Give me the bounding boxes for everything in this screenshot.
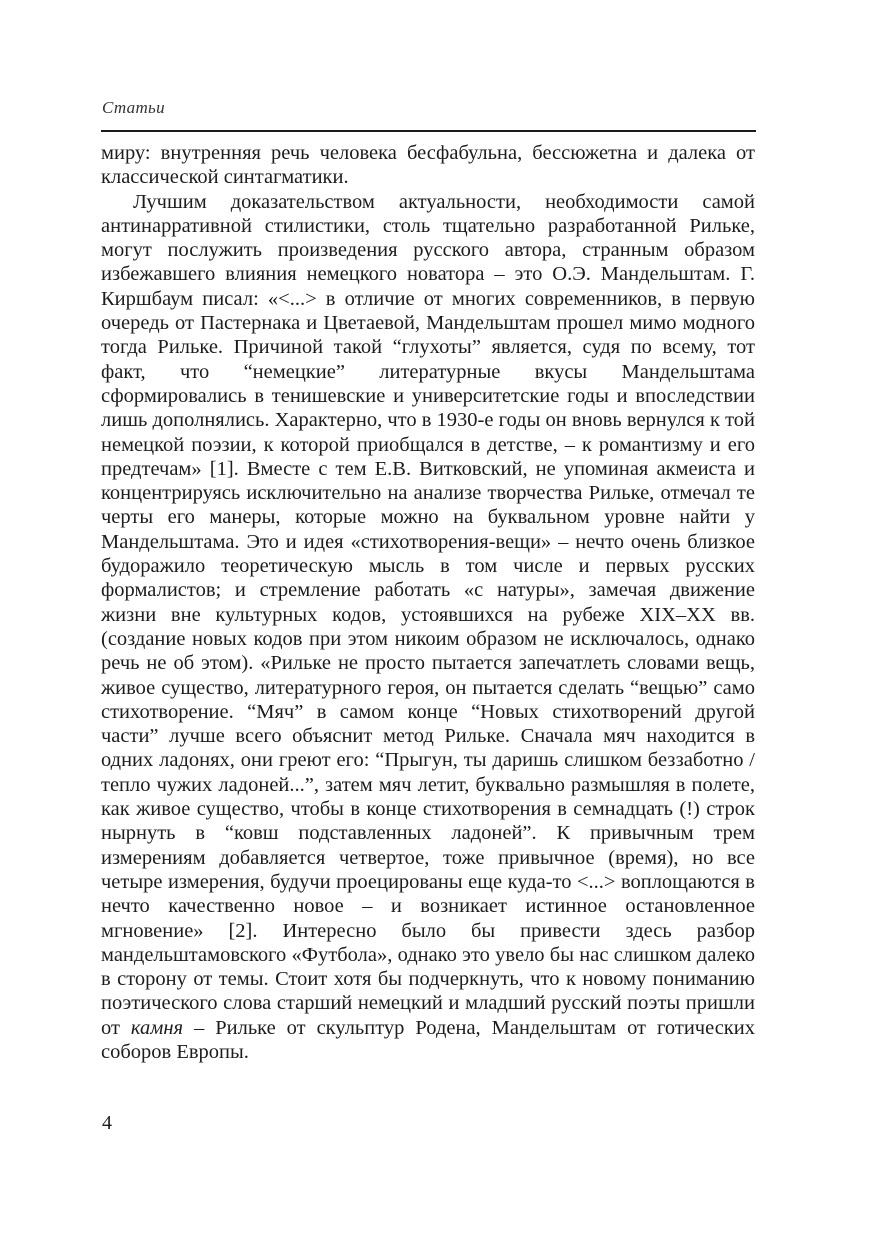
- paragraph-2-ending: – Рильке от скульптур Родена, Мандельштам от готических соборов Европы.: [101, 1016, 755, 1063]
- paragraph-2-italic-word: камня: [130, 1016, 184, 1039]
- body-text: [101, 141, 755, 1064]
- paragraph-1: миру: внутренняя речь человека бесфабульна, бессюжетна и далека от классической синтагматики.: [101, 142, 755, 189]
- page-number: 4: [102, 1112, 112, 1134]
- header-rule: [101, 130, 756, 132]
- paragraph-2-text: Лучшим доказательством актуальности, необходимости самой антинарративной стилистики, столь тщательно разработанной Рильке, могут послужить произведения русского автора, странным образом избежавшего влияния немецкого новатора – это О.Э. Мандельштам. Г. Киршбаум писал: «<...> в отличие от многих современников, в первую очередь от Пастернака и Цветаевой, Мандельштам прошел мимо модного тогда Рильке. Причиной такой “глухоты” является, судя по всему, тот факт, что “немецкие” литературные вкусы Мандельштама сформировались в тенишевские и университетские годы и впоследствии лишь дополнялись. Характерно, что в 1930-е годы он вновь вернулся к той немецкой поэзии, к которой приобщался в детстве, – к романтизму и его предтечам» [1]. Вместе с тем Е.В. Витковский, не упоминая акмеиста и концентрируясь исключительно на анализе творчества Рильке, отмечал те черты его манеры, которые можно на буквальном уровне найти у Мандельштама. Это и идея «стихотворения-вещи» – нечто очень близкое будоражило теоретическую мысль в том числе и первых русских формалистов; и стремление работать «с натуры», замечая движение жизни вне культурных кодов, устоявшихся на рубеже XIX–XX вв. (создание новых кодов при этом никоим образом не исключалось, однако речь не об этом). «Рильке не просто пытается запечатлеть словами вещь, живое существо, литературного героя, он пытается сделать “вещью” само стихотворение. “Мяч” в самом конце “Новых стихотворений другой части” лучше всего объяснит метод Рильке. Сначала мяч находится в одних ладонях, они греют его: “Прыгун, ты даришь слишком беззаботно / тепло чужих ладоней...”, затем мяч летит, буквально размышляя в полете, как живое существо, чтобы в конце стихотворения в семнадцать (!) строк нырнуть в “ковш подставленных ладоней”. К привычным трем измерениям добавляется четвертое, тоже привычное (время), но все четыре измерения, будучи проецированы еще куда-то <...> воплощаются в нечто качественно новое – и возникает истинное остановленное мгновение» [2]. Интересно было бы привести здесь разбор мандельштамовского «Футбола», однако это увело бы нас слишком далеко в сторону от темы. Стоит хотя бы подчеркнуть, что к новому пониманию поэтического слова старший немецкий и младший русский поэты пришли от: [101, 190, 755, 1039]
- running-title: Статьи: [102, 98, 165, 117]
- paragraph-2: [101, 190, 755, 1065]
